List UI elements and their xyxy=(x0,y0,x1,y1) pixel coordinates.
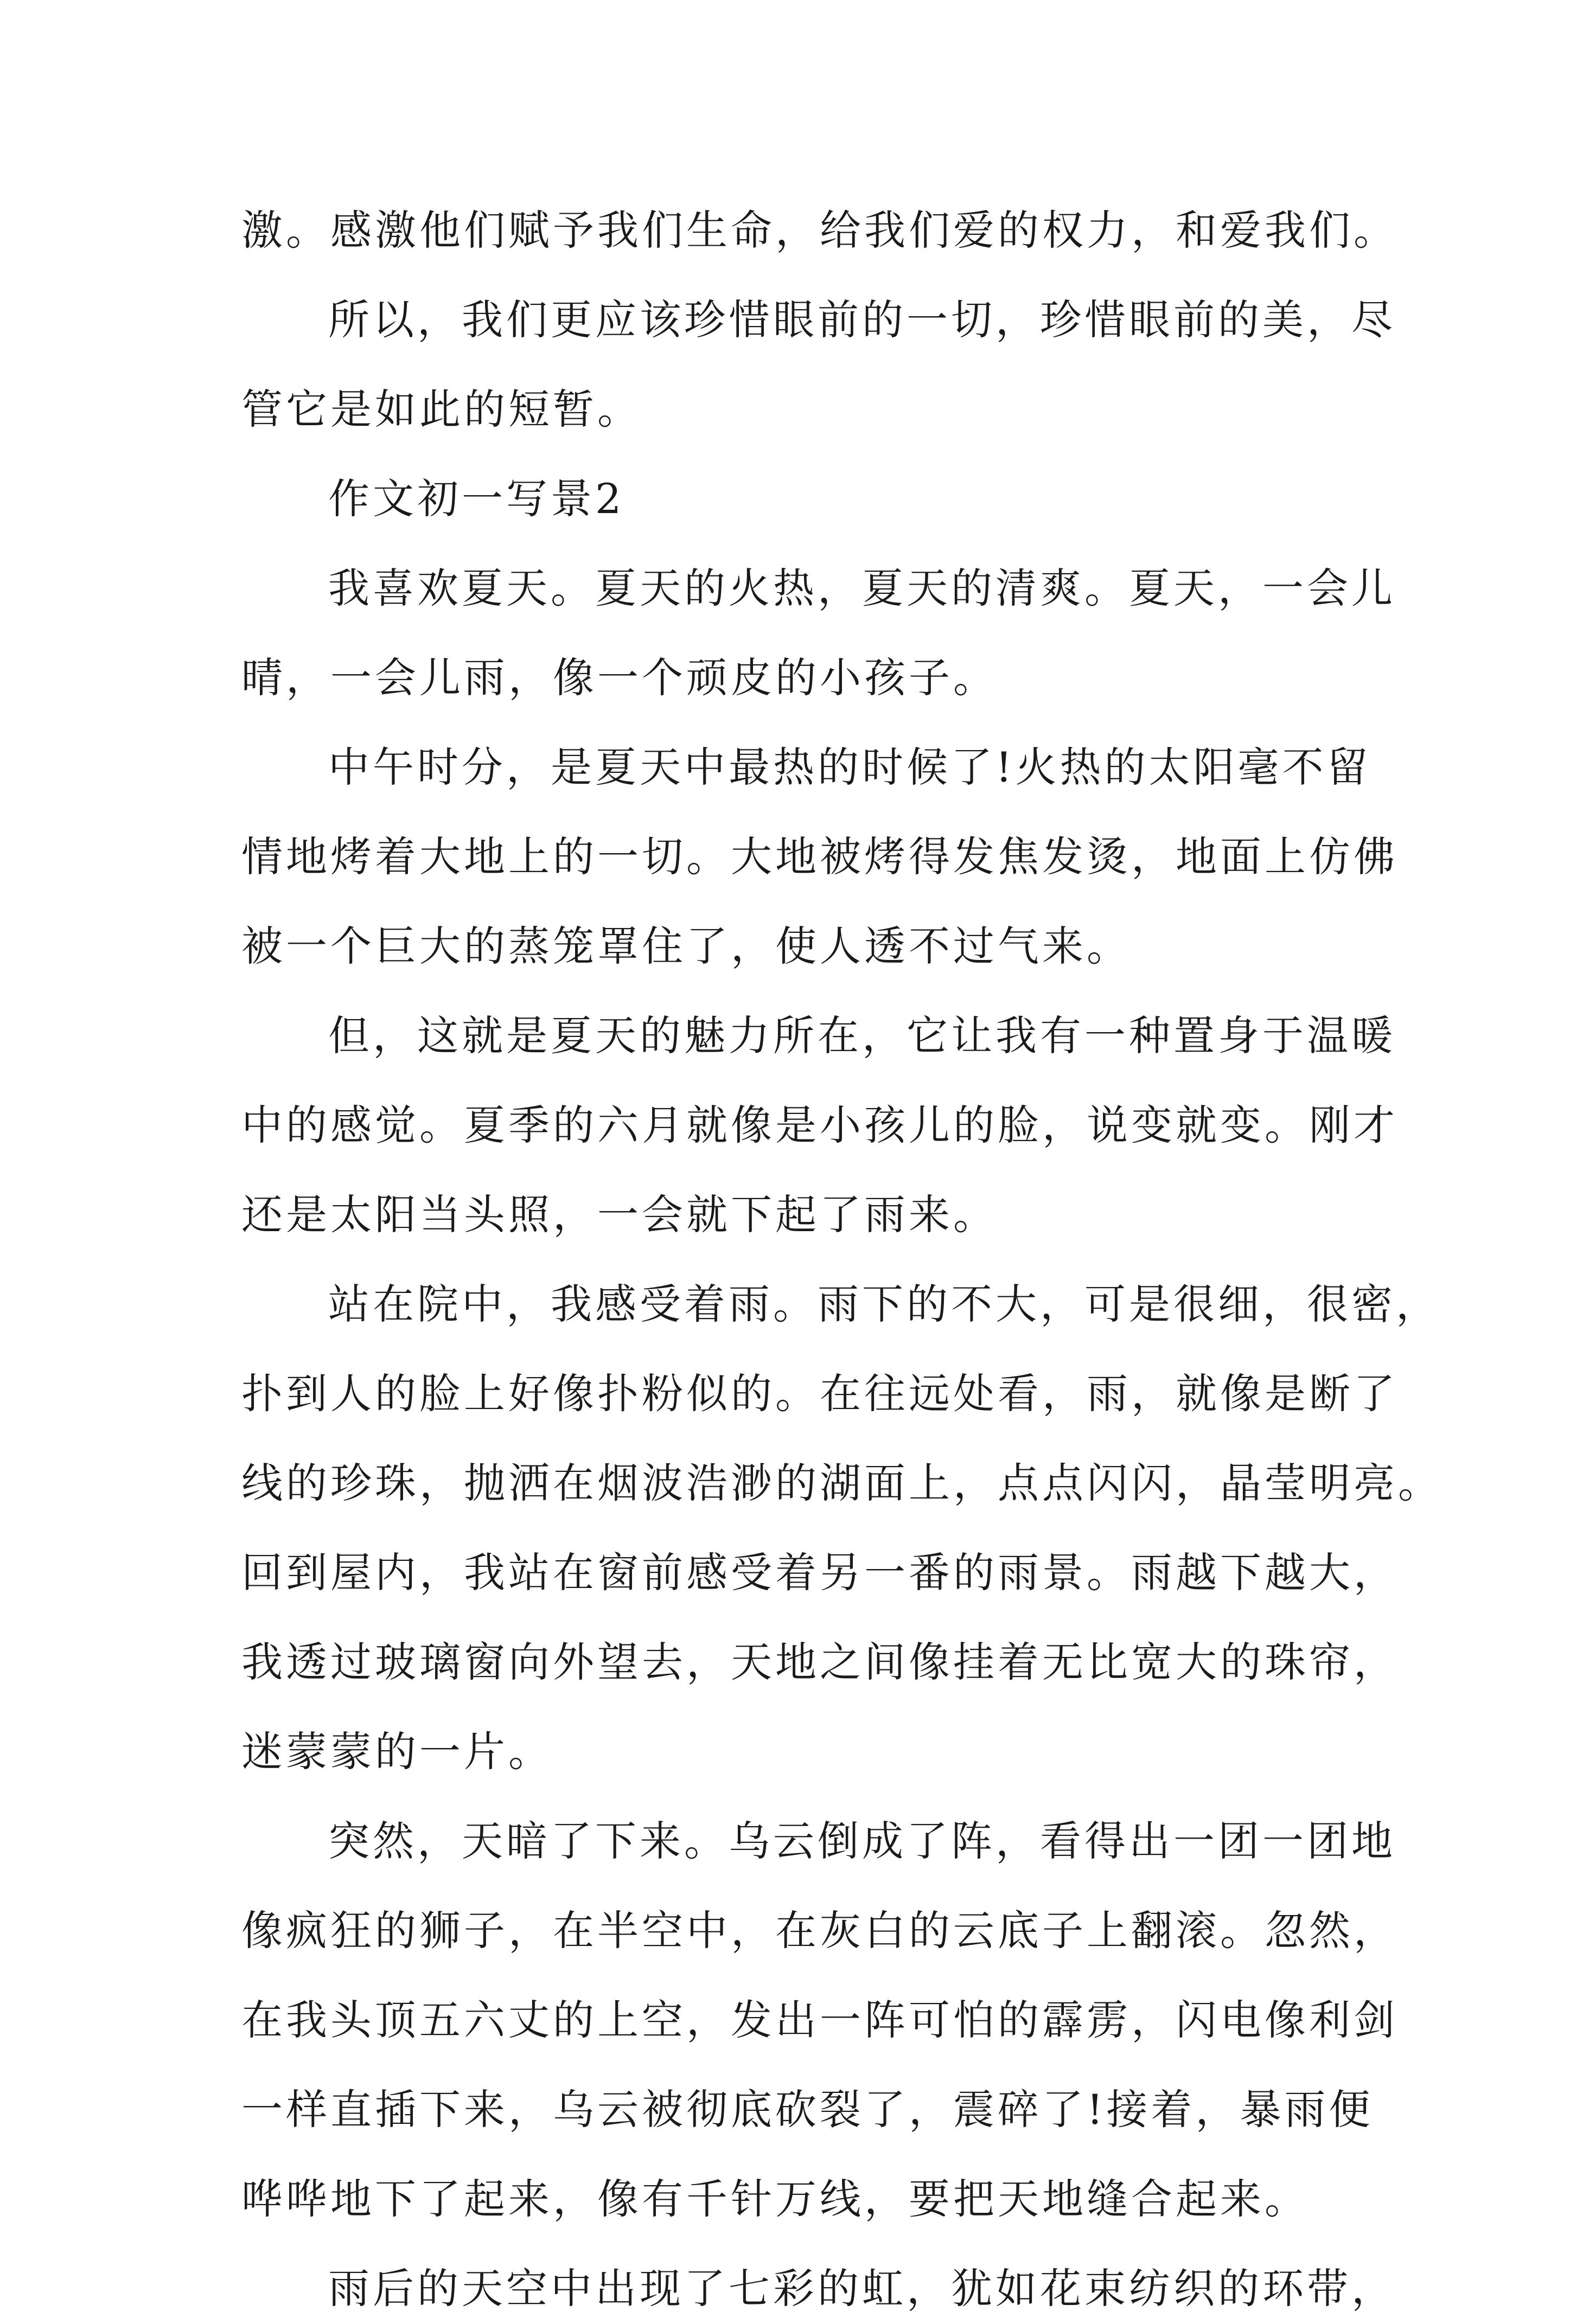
text-line: 晴，一会儿雨，像一个顽皮的小孩子。 xyxy=(241,654,998,702)
text-line: 扑到人的脸上好像扑粉似的。在往远处看，雨，就像是断了 xyxy=(241,1369,1398,1418)
text-line: 回到屋内，我站在窗前感受着另一番的雨景。雨越下越大， xyxy=(241,1548,1398,1597)
text-line: 我透过玻璃窗向外望去，天地之间像挂着无比宽大的珠帘， xyxy=(241,1638,1398,1686)
text-line: 中的感觉。夏季的六月就像是小孩儿的脸，说变就变。刚才 xyxy=(241,1101,1398,1149)
text-line: 在我头顶五六丈的上空，发出一阵可怕的霹雳，闪电像利剑 xyxy=(241,1996,1398,2044)
text-line: 被一个巨大的蒸笼罩住了，使人透不过气来。 xyxy=(241,922,1131,970)
text-line: 突然，天暗了下来。乌云倒成了阵，看得出一团一团地 xyxy=(328,1817,1396,1865)
text-line: 我喜欢夏天。夏天的火热，夏天的清爽。夏天，一会儿 xyxy=(328,564,1396,612)
section-heading: 作文初一写景2 xyxy=(328,475,625,523)
text-line: 还是太阳当头照，一会就下起了雨来。 xyxy=(241,1190,998,1239)
text-line: 线的珍珠，抛洒在烟波浩渺的湖面上，点点闪闪，晶莹明亮。 xyxy=(241,1459,1443,1507)
text-line: 所以，我们更应该珍惜眼前的一切，珍惜眼前的美，尽 xyxy=(328,296,1396,344)
text-line: 管它是如此的短暂。 xyxy=(241,385,642,433)
text-line: 激。感激他们赋予我们生命，给我们爱的权力，和爱我们。 xyxy=(241,206,1398,254)
text-line: 情地烤着大地上的一切。大地被烤得发焦发烫，地面上仿佛 xyxy=(241,833,1398,881)
text-line: 中午时分，是夏天中最热的时候了!火热的太阳毫不留 xyxy=(328,743,1371,791)
text-line: 站在院中，我感受着雨。雨下的不大，可是很细，很密， xyxy=(328,1280,1440,1328)
text-line: 一样直插下来，乌云被彻底砍裂了，震碎了!接着，暴雨便 xyxy=(241,2085,1374,2134)
text-line: 哗哗地下了起来，像有千针万线，要把天地缝合起来。 xyxy=(241,2175,1309,2223)
text-line: 像疯狂的狮子，在半空中，在灰白的云底子上翻滚。忽然， xyxy=(241,1906,1398,1955)
text-line: 雨后的天空中出现了七彩的虹，犹如花束纺织的环带， xyxy=(328,2264,1396,2313)
text-line: 但，这就是夏天的魅力所在，它让我有一种置身于温暖 xyxy=(328,1011,1396,1060)
text-line: 迷蒙蒙的一片。 xyxy=(241,1727,553,1776)
